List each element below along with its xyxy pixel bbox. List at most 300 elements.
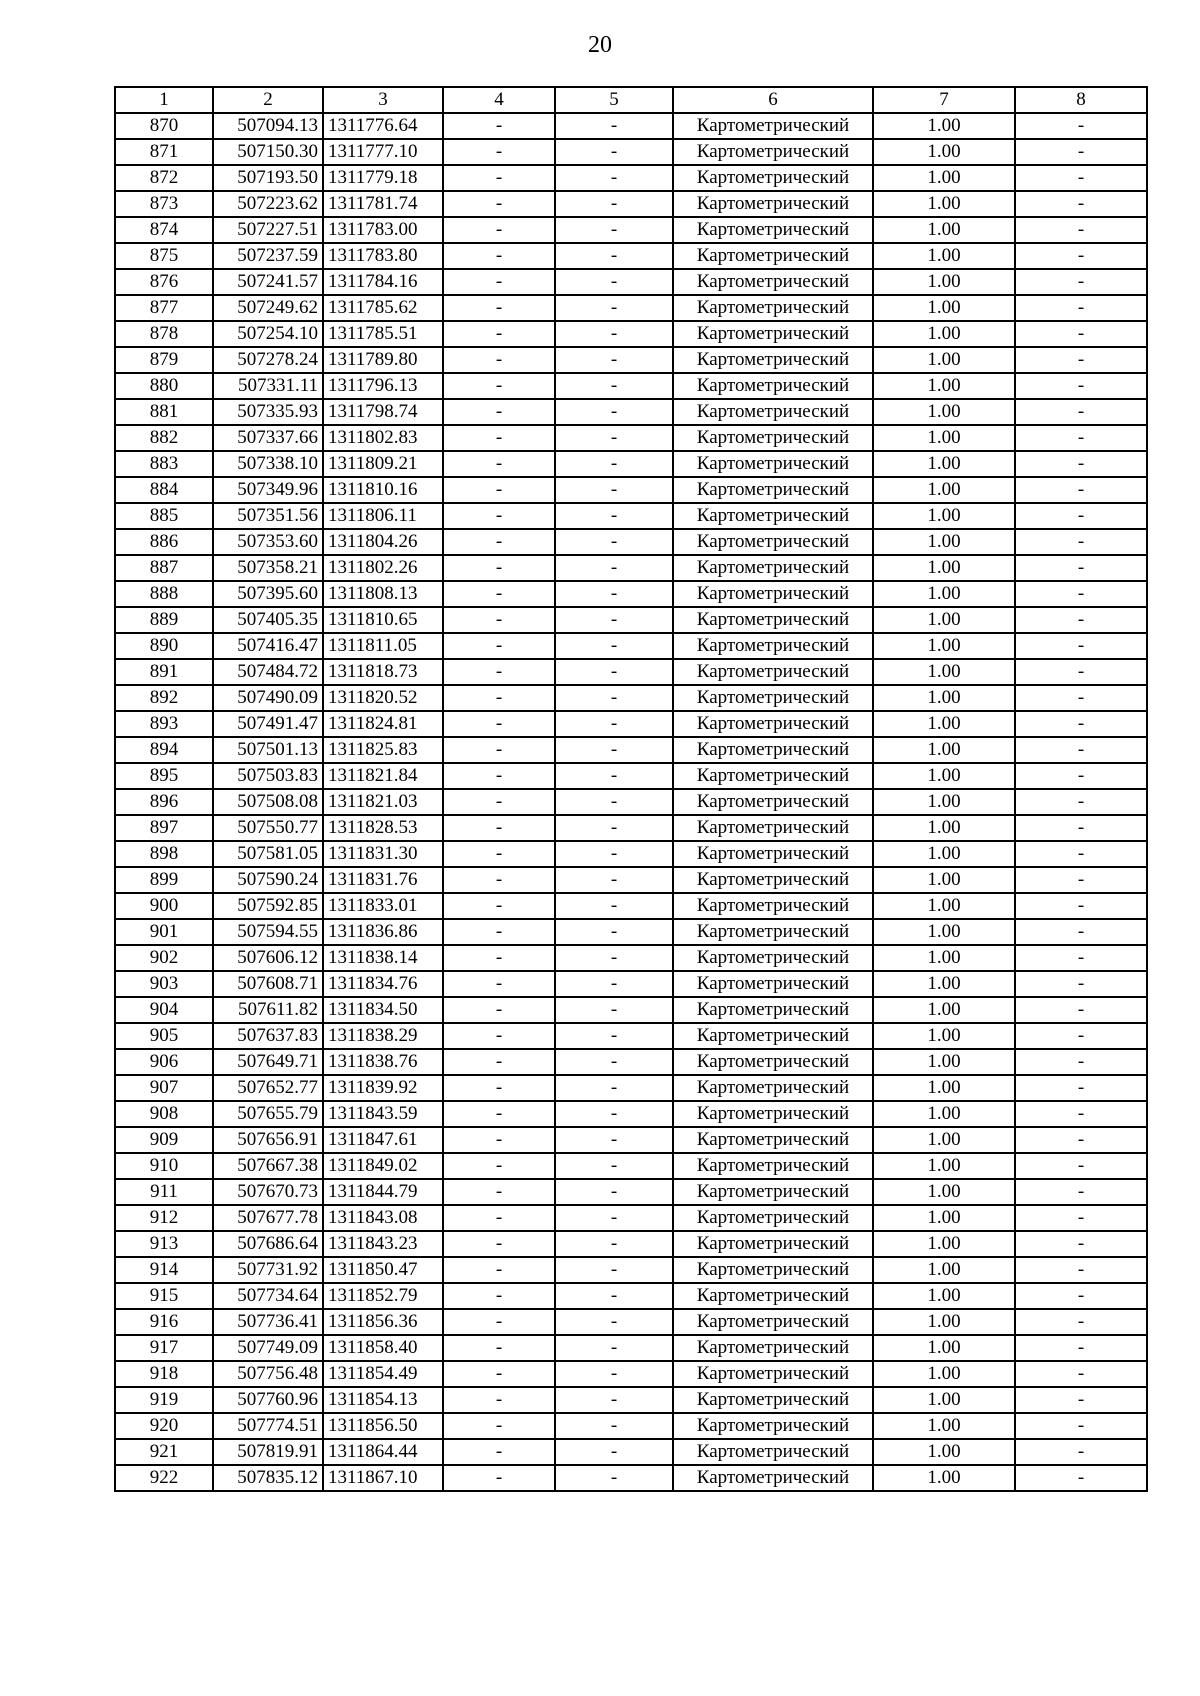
col5-cell: - — [555, 815, 673, 841]
col4-cell: - — [443, 1049, 555, 1075]
x-coordinate-cell: 507491.47 — [213, 711, 323, 737]
point-number-cell: 890 — [115, 633, 213, 659]
col8-cell: - — [1015, 1231, 1147, 1257]
col4-cell: - — [443, 425, 555, 451]
table-row — [115, 347, 1147, 373]
y-coordinate-cell: 1311834.76 — [323, 971, 443, 997]
y-coordinate-cell: 1311820.52 — [323, 685, 443, 711]
method-cell: Картометрический — [673, 919, 873, 945]
col5-cell: - — [555, 1049, 673, 1075]
accuracy-cell: 1.00 — [873, 425, 1015, 451]
col5-cell: - — [555, 269, 673, 295]
method-cell: Картометрический — [673, 477, 873, 503]
y-coordinate-cell: 1311784.16 — [323, 269, 443, 295]
col8-cell: - — [1015, 1049, 1147, 1075]
point-number-cell: 896 — [115, 789, 213, 815]
accuracy-cell: 1.00 — [873, 1257, 1015, 1283]
y-coordinate-cell: 1311831.76 — [323, 867, 443, 893]
x-coordinate-cell: 507405.35 — [213, 607, 323, 633]
col5-cell: - — [555, 1075, 673, 1101]
point-number-cell: 915 — [115, 1283, 213, 1309]
x-coordinate-cell: 507337.66 — [213, 425, 323, 451]
x-coordinate-cell: 507655.79 — [213, 1101, 323, 1127]
accuracy-cell: 1.00 — [873, 815, 1015, 841]
col5-cell: - — [555, 685, 673, 711]
y-coordinate-cell: 1311808.13 — [323, 581, 443, 607]
col5-cell: - — [555, 763, 673, 789]
point-number-cell: 903 — [115, 971, 213, 997]
method-cell: Картометрический — [673, 1413, 873, 1439]
col4-cell: - — [443, 1179, 555, 1205]
table-row — [115, 971, 1147, 997]
x-coordinate-cell: 507278.24 — [213, 347, 323, 373]
x-coordinate-cell: 507490.09 — [213, 685, 323, 711]
column-header: 5 — [555, 87, 673, 113]
col5-cell: - — [555, 1153, 673, 1179]
table-row — [115, 685, 1147, 711]
accuracy-cell: 1.00 — [873, 659, 1015, 685]
method-cell: Картометрический — [673, 1205, 873, 1231]
col4-cell: - — [443, 893, 555, 919]
method-cell: Картометрический — [673, 893, 873, 919]
y-coordinate-cell: 1311834.50 — [323, 997, 443, 1023]
table-row — [115, 1101, 1147, 1127]
point-number-cell: 885 — [115, 503, 213, 529]
table-row — [115, 321, 1147, 347]
y-coordinate-cell: 1311798.74 — [323, 399, 443, 425]
col5-cell: - — [555, 191, 673, 217]
col5-cell: - — [555, 659, 673, 685]
col5-cell: - — [555, 1283, 673, 1309]
point-number-cell: 899 — [115, 867, 213, 893]
y-coordinate-cell: 1311843.59 — [323, 1101, 443, 1127]
accuracy-cell: 1.00 — [873, 919, 1015, 945]
col4-cell: - — [443, 1283, 555, 1309]
accuracy-cell: 1.00 — [873, 789, 1015, 815]
table-row — [115, 1387, 1147, 1413]
col4-cell: - — [443, 1361, 555, 1387]
y-coordinate-cell: 1311824.81 — [323, 711, 443, 737]
col4-cell: - — [443, 1387, 555, 1413]
method-cell: Картометрический — [673, 529, 873, 555]
col8-cell: - — [1015, 1101, 1147, 1127]
accuracy-cell: 1.00 — [873, 113, 1015, 139]
x-coordinate-cell: 507734.64 — [213, 1283, 323, 1309]
y-coordinate-cell: 1311802.26 — [323, 555, 443, 581]
y-coordinate-cell: 1311838.14 — [323, 945, 443, 971]
y-coordinate-cell: 1311856.36 — [323, 1309, 443, 1335]
y-coordinate-cell: 1311789.80 — [323, 347, 443, 373]
col4-cell: - — [443, 399, 555, 425]
x-coordinate-cell: 507649.71 — [213, 1049, 323, 1075]
x-coordinate-cell: 507254.10 — [213, 321, 323, 347]
table-row — [115, 1361, 1147, 1387]
y-coordinate-cell: 1311783.80 — [323, 243, 443, 269]
col8-cell: - — [1015, 1283, 1147, 1309]
col4-cell: - — [443, 737, 555, 763]
accuracy-cell: 1.00 — [873, 1387, 1015, 1413]
point-number-cell: 895 — [115, 763, 213, 789]
col4-cell: - — [443, 581, 555, 607]
x-coordinate-cell: 507606.12 — [213, 945, 323, 971]
col4-cell: - — [443, 269, 555, 295]
point-number-cell: 912 — [115, 1205, 213, 1231]
table-row — [115, 1413, 1147, 1439]
col4-cell: - — [443, 243, 555, 269]
accuracy-cell: 1.00 — [873, 1465, 1015, 1491]
y-coordinate-cell: 1311858.40 — [323, 1335, 443, 1361]
x-coordinate-cell: 507731.92 — [213, 1257, 323, 1283]
col8-cell: - — [1015, 1387, 1147, 1413]
col8-cell: - — [1015, 789, 1147, 815]
table-row — [115, 1257, 1147, 1283]
col5-cell: - — [555, 1023, 673, 1049]
method-cell: Картометрический — [673, 503, 873, 529]
accuracy-cell: 1.00 — [873, 1023, 1015, 1049]
accuracy-cell: 1.00 — [873, 347, 1015, 373]
y-coordinate-cell: 1311843.23 — [323, 1231, 443, 1257]
x-coordinate-cell: 507150.30 — [213, 139, 323, 165]
table-row — [115, 295, 1147, 321]
x-coordinate-cell: 507656.91 — [213, 1127, 323, 1153]
accuracy-cell: 1.00 — [873, 139, 1015, 165]
accuracy-cell: 1.00 — [873, 217, 1015, 243]
accuracy-cell: 1.00 — [873, 1127, 1015, 1153]
x-coordinate-cell: 507637.83 — [213, 1023, 323, 1049]
accuracy-cell: 1.00 — [873, 841, 1015, 867]
col8-cell: - — [1015, 165, 1147, 191]
point-number-cell: 909 — [115, 1127, 213, 1153]
point-number-cell: 891 — [115, 659, 213, 685]
point-number-cell: 910 — [115, 1153, 213, 1179]
accuracy-cell: 1.00 — [873, 867, 1015, 893]
table-row — [115, 529, 1147, 555]
method-cell: Картометрический — [673, 1309, 873, 1335]
x-coordinate-cell: 507594.55 — [213, 919, 323, 945]
table-row — [115, 1075, 1147, 1101]
col8-cell: - — [1015, 269, 1147, 295]
column-header: 7 — [873, 87, 1015, 113]
method-cell: Картометрический — [673, 1127, 873, 1153]
x-coordinate-cell: 507094.13 — [213, 113, 323, 139]
x-coordinate-cell: 507338.10 — [213, 451, 323, 477]
column-header: 8 — [1015, 87, 1147, 113]
table-row — [115, 1153, 1147, 1179]
table-row — [115, 503, 1147, 529]
col8-cell: - — [1015, 867, 1147, 893]
table-row — [115, 659, 1147, 685]
point-number-cell: 892 — [115, 685, 213, 711]
table-row — [115, 945, 1147, 971]
x-coordinate-cell: 507592.85 — [213, 893, 323, 919]
col5-cell: - — [555, 243, 673, 269]
method-cell: Картометрический — [673, 815, 873, 841]
col4-cell: - — [443, 321, 555, 347]
x-coordinate-cell: 507581.05 — [213, 841, 323, 867]
x-coordinate-cell: 507608.71 — [213, 971, 323, 997]
col4-cell: - — [443, 555, 555, 581]
y-coordinate-cell: 1311779.18 — [323, 165, 443, 191]
col5-cell: - — [555, 425, 673, 451]
method-cell: Картометрический — [673, 217, 873, 243]
accuracy-cell: 1.00 — [873, 451, 1015, 477]
col8-cell: - — [1015, 945, 1147, 971]
accuracy-cell: 1.00 — [873, 893, 1015, 919]
method-cell: Картометрический — [673, 451, 873, 477]
col8-cell: - — [1015, 347, 1147, 373]
col4-cell: - — [443, 477, 555, 503]
col5-cell: - — [555, 1179, 673, 1205]
method-cell: Картометрический — [673, 971, 873, 997]
col8-cell: - — [1015, 971, 1147, 997]
method-cell: Картометрический — [673, 711, 873, 737]
col8-cell: - — [1015, 997, 1147, 1023]
point-number-cell: 880 — [115, 373, 213, 399]
y-coordinate-cell: 1311781.74 — [323, 191, 443, 217]
accuracy-cell: 1.00 — [873, 633, 1015, 659]
col4-cell: - — [443, 633, 555, 659]
col5-cell: - — [555, 893, 673, 919]
col8-cell: - — [1015, 555, 1147, 581]
col8-cell: - — [1015, 1361, 1147, 1387]
point-number-cell: 916 — [115, 1309, 213, 1335]
method-cell: Картометрический — [673, 789, 873, 815]
col4-cell: - — [443, 1309, 555, 1335]
point-number-cell: 886 — [115, 529, 213, 555]
col8-cell: - — [1015, 659, 1147, 685]
point-number-cell: 907 — [115, 1075, 213, 1101]
col8-cell: - — [1015, 217, 1147, 243]
col5-cell: - — [555, 295, 673, 321]
col4-cell: - — [443, 971, 555, 997]
col8-cell: - — [1015, 737, 1147, 763]
col4-cell: - — [443, 685, 555, 711]
table-row — [115, 789, 1147, 815]
col5-cell: - — [555, 1127, 673, 1153]
x-coordinate-cell: 507667.38 — [213, 1153, 323, 1179]
col5-cell: - — [555, 737, 673, 763]
col5-cell: - — [555, 451, 673, 477]
table-row — [115, 919, 1147, 945]
method-cell: Картометрический — [673, 1153, 873, 1179]
accuracy-cell: 1.00 — [873, 165, 1015, 191]
col8-cell: - — [1015, 1257, 1147, 1283]
x-coordinate-cell: 507358.21 — [213, 555, 323, 581]
col4-cell: - — [443, 217, 555, 243]
accuracy-cell: 1.00 — [873, 1439, 1015, 1465]
accuracy-cell: 1.00 — [873, 945, 1015, 971]
point-number-cell: 920 — [115, 1413, 213, 1439]
method-cell: Картометрический — [673, 373, 873, 399]
accuracy-cell: 1.00 — [873, 737, 1015, 763]
col5-cell: - — [555, 477, 673, 503]
col5-cell: - — [555, 1465, 673, 1491]
table-row — [115, 1283, 1147, 1309]
accuracy-cell: 1.00 — [873, 1153, 1015, 1179]
col8-cell: - — [1015, 1075, 1147, 1101]
col4-cell: - — [443, 607, 555, 633]
point-number-cell: 898 — [115, 841, 213, 867]
table-row — [115, 607, 1147, 633]
col8-cell: - — [1015, 477, 1147, 503]
accuracy-cell: 1.00 — [873, 1205, 1015, 1231]
col5-cell: - — [555, 581, 673, 607]
col4-cell: - — [443, 997, 555, 1023]
col4-cell: - — [443, 919, 555, 945]
col4-cell: - — [443, 295, 555, 321]
point-number-cell: 893 — [115, 711, 213, 737]
y-coordinate-cell: 1311849.02 — [323, 1153, 443, 1179]
x-coordinate-cell: 507590.24 — [213, 867, 323, 893]
table-row — [115, 165, 1147, 191]
y-coordinate-cell: 1311839.92 — [323, 1075, 443, 1101]
col8-cell: - — [1015, 1127, 1147, 1153]
method-cell: Картометрический — [673, 1465, 873, 1491]
col5-cell: - — [555, 919, 673, 945]
method-cell: Картометрический — [673, 581, 873, 607]
col4-cell: - — [443, 1439, 555, 1465]
method-cell: Картометрический — [673, 867, 873, 893]
y-coordinate-cell: 1311852.79 — [323, 1283, 443, 1309]
method-cell: Картометрический — [673, 555, 873, 581]
col5-cell: - — [555, 607, 673, 633]
col4-cell: - — [443, 165, 555, 191]
col8-cell: - — [1015, 711, 1147, 737]
col4-cell: - — [443, 1465, 555, 1491]
point-number-cell: 888 — [115, 581, 213, 607]
x-coordinate-cell: 507835.12 — [213, 1465, 323, 1491]
col4-cell: - — [443, 529, 555, 555]
col8-cell: - — [1015, 451, 1147, 477]
table-row — [115, 1205, 1147, 1231]
method-cell: Картометрический — [673, 841, 873, 867]
table-row — [115, 763, 1147, 789]
x-coordinate-cell: 507249.62 — [213, 295, 323, 321]
col4-cell: - — [443, 503, 555, 529]
point-number-cell: 911 — [115, 1179, 213, 1205]
point-number-cell: 904 — [115, 997, 213, 1023]
accuracy-cell: 1.00 — [873, 1283, 1015, 1309]
x-coordinate-cell: 507335.93 — [213, 399, 323, 425]
y-coordinate-cell: 1311809.21 — [323, 451, 443, 477]
accuracy-cell: 1.00 — [873, 997, 1015, 1023]
table-row — [115, 815, 1147, 841]
y-coordinate-cell: 1311828.53 — [323, 815, 443, 841]
table-row — [115, 1439, 1147, 1465]
y-coordinate-cell: 1311850.47 — [323, 1257, 443, 1283]
col4-cell: - — [443, 1127, 555, 1153]
page-number: 20 — [588, 32, 612, 58]
col8-cell: - — [1015, 321, 1147, 347]
point-number-cell: 883 — [115, 451, 213, 477]
column-header: 6 — [673, 87, 873, 113]
x-coordinate-cell: 507670.73 — [213, 1179, 323, 1205]
table-row — [115, 633, 1147, 659]
col8-cell: - — [1015, 581, 1147, 607]
point-number-cell: 914 — [115, 1257, 213, 1283]
table-row — [115, 425, 1147, 451]
table-row — [115, 269, 1147, 295]
table-row — [115, 711, 1147, 737]
method-cell: Картометрический — [673, 321, 873, 347]
method-cell: Картометрический — [673, 1387, 873, 1413]
y-coordinate-cell: 1311844.79 — [323, 1179, 443, 1205]
point-number-cell: 901 — [115, 919, 213, 945]
point-number-cell: 881 — [115, 399, 213, 425]
table-row — [115, 451, 1147, 477]
col8-cell: - — [1015, 243, 1147, 269]
method-cell: Картометрический — [673, 1049, 873, 1075]
point-number-cell: 900 — [115, 893, 213, 919]
x-coordinate-cell: 507395.60 — [213, 581, 323, 607]
col8-cell: - — [1015, 685, 1147, 711]
x-coordinate-cell: 507223.62 — [213, 191, 323, 217]
x-coordinate-cell: 507550.77 — [213, 815, 323, 841]
col5-cell: - — [555, 399, 673, 425]
col4-cell: - — [443, 841, 555, 867]
point-number-cell: 876 — [115, 269, 213, 295]
y-coordinate-cell: 1311804.26 — [323, 529, 443, 555]
table-row — [115, 1465, 1147, 1491]
col8-cell: - — [1015, 1205, 1147, 1231]
point-number-cell: 917 — [115, 1335, 213, 1361]
col4-cell: - — [443, 763, 555, 789]
col8-cell: - — [1015, 1465, 1147, 1491]
method-cell: Картометрический — [673, 243, 873, 269]
table-row — [115, 477, 1147, 503]
y-coordinate-cell: 1311833.01 — [323, 893, 443, 919]
y-coordinate-cell: 1311854.13 — [323, 1387, 443, 1413]
col5-cell: - — [555, 113, 673, 139]
col5-cell: - — [555, 139, 673, 165]
col8-cell: - — [1015, 1153, 1147, 1179]
point-number-cell: 873 — [115, 191, 213, 217]
col5-cell: - — [555, 529, 673, 555]
table-row — [115, 581, 1147, 607]
x-coordinate-cell: 507819.91 — [213, 1439, 323, 1465]
col5-cell: - — [555, 1205, 673, 1231]
y-coordinate-cell: 1311783.00 — [323, 217, 443, 243]
table-row — [115, 1179, 1147, 1205]
col4-cell: - — [443, 867, 555, 893]
point-number-cell: 875 — [115, 243, 213, 269]
col4-cell: - — [443, 815, 555, 841]
point-number-cell: 879 — [115, 347, 213, 373]
method-cell: Картометрический — [673, 1101, 873, 1127]
point-number-cell: 902 — [115, 945, 213, 971]
accuracy-cell: 1.00 — [873, 503, 1015, 529]
table-row — [115, 113, 1147, 139]
point-number-cell: 905 — [115, 1023, 213, 1049]
accuracy-cell: 1.00 — [873, 763, 1015, 789]
accuracy-cell: 1.00 — [873, 1231, 1015, 1257]
x-coordinate-cell: 507351.56 — [213, 503, 323, 529]
col5-cell: - — [555, 555, 673, 581]
col5-cell: - — [555, 997, 673, 1023]
y-coordinate-cell: 1311838.29 — [323, 1023, 443, 1049]
col4-cell: - — [443, 945, 555, 971]
point-number-cell: 877 — [115, 295, 213, 321]
point-number-cell: 897 — [115, 815, 213, 841]
col5-cell: - — [555, 841, 673, 867]
col8-cell: - — [1015, 295, 1147, 321]
col4-cell: - — [443, 1101, 555, 1127]
point-number-cell: 887 — [115, 555, 213, 581]
col8-cell: - — [1015, 1179, 1147, 1205]
point-number-cell: 878 — [115, 321, 213, 347]
accuracy-cell: 1.00 — [873, 295, 1015, 321]
point-number-cell: 870 — [115, 113, 213, 139]
